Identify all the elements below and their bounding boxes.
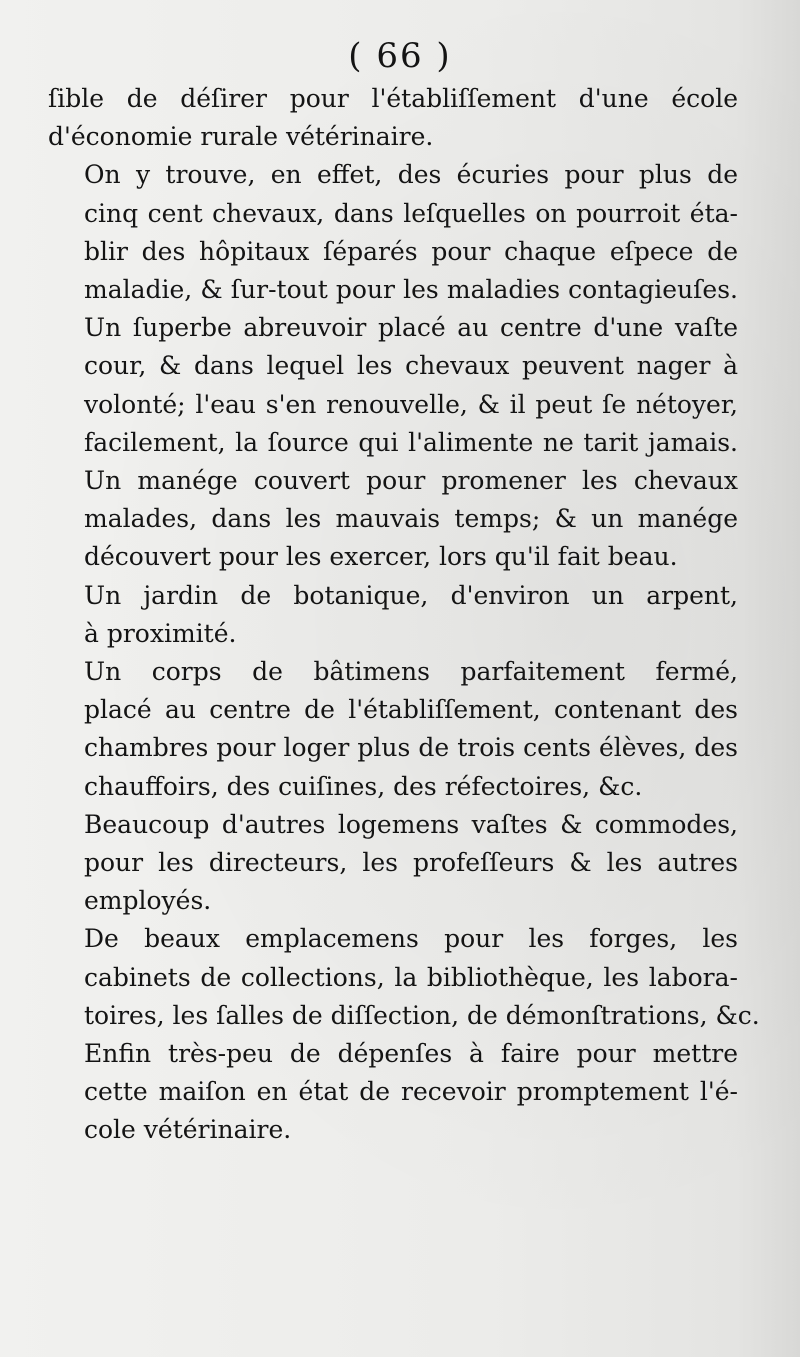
paragraph [48,309,738,462]
text-line: toires, les ſalles de diſſection, de démonſtrations, &c. [84,1000,760,1030]
text-line: cette maiſon en état de recevoir promptement l'é- [84,1077,738,1107]
text-line: Un jardin de botanique, d'environ un arpent, [84,580,738,610]
text-line: volonté; l'eau s'en renouvelle, & il peut ſe nétoyer, [84,389,738,419]
text-line: cabinets de collections, la bibliothèque, les labora- [84,962,738,992]
text-line: Beaucoup d'autres logemens vaſtes & commodes, [84,809,738,839]
text-line: employés. [84,886,212,916]
paragraph [48,156,738,309]
text-line: ſible de déſirer pour l'établiſſement d'une école [48,84,738,113]
paragraph [48,1035,738,1150]
text-line: De beaux emplacemens pour les forges, les [84,924,738,954]
text-line: maladie, & ſur-tout pour les maladies contagieuſes. [84,275,738,305]
text-line: placé au centre de l'établiſſement, contenant des [84,695,738,725]
paragraph [48,806,738,921]
text-line: d'économie rurale vétérinaire. [48,122,434,152]
body-text [48,80,760,1150]
text-line: malades, dans les mauvais temps; & un manége [84,504,738,534]
text-line: On y trouve, en effet, des écuries pour plus de [84,160,738,190]
paragraph [48,80,738,156]
text-line: découvert pour les exercer, lors qu'il fait beau. [84,542,678,572]
text-line: pour les directeurs, les profeſſeurs & les autres [84,848,738,878]
text-line: Un ſuperbe abreuvoir placé au centre d'une vaſte [84,313,738,343]
text-line: chambres pour loger plus de trois cents élèves, des [84,733,738,763]
text-line: à proximité. [84,618,237,648]
text-line: cole vétérinaire. [84,1115,292,1145]
paragraph [48,920,760,1035]
paragraph [48,653,738,806]
text-line: facilement, la ſource qui l'alimente ne tarit jamais. [84,427,738,457]
paragraph [48,462,738,577]
paragraph [48,577,738,653]
text-line: cinq cent chevaux, dans leſquelles on pourroit éta- [84,198,738,228]
text-line: Un manége couvert pour promener les chevaux [84,466,738,496]
text-line: blir des hôpitaux ſéparés pour chaque eſpece de [84,236,738,266]
page-number: ( 66 ) [348,36,452,76]
text-line: Un corps de bâtimens parfaitement fermé, [84,657,738,687]
text-line: Enfin très-peu de dépenſes à faire pour mettre [84,1039,738,1069]
text-line: chauffoirs, des cuiſines, des réfectoires, &c. [84,771,643,801]
text-line: cour, & dans lequel les chevaux peuvent nager à [84,351,738,381]
